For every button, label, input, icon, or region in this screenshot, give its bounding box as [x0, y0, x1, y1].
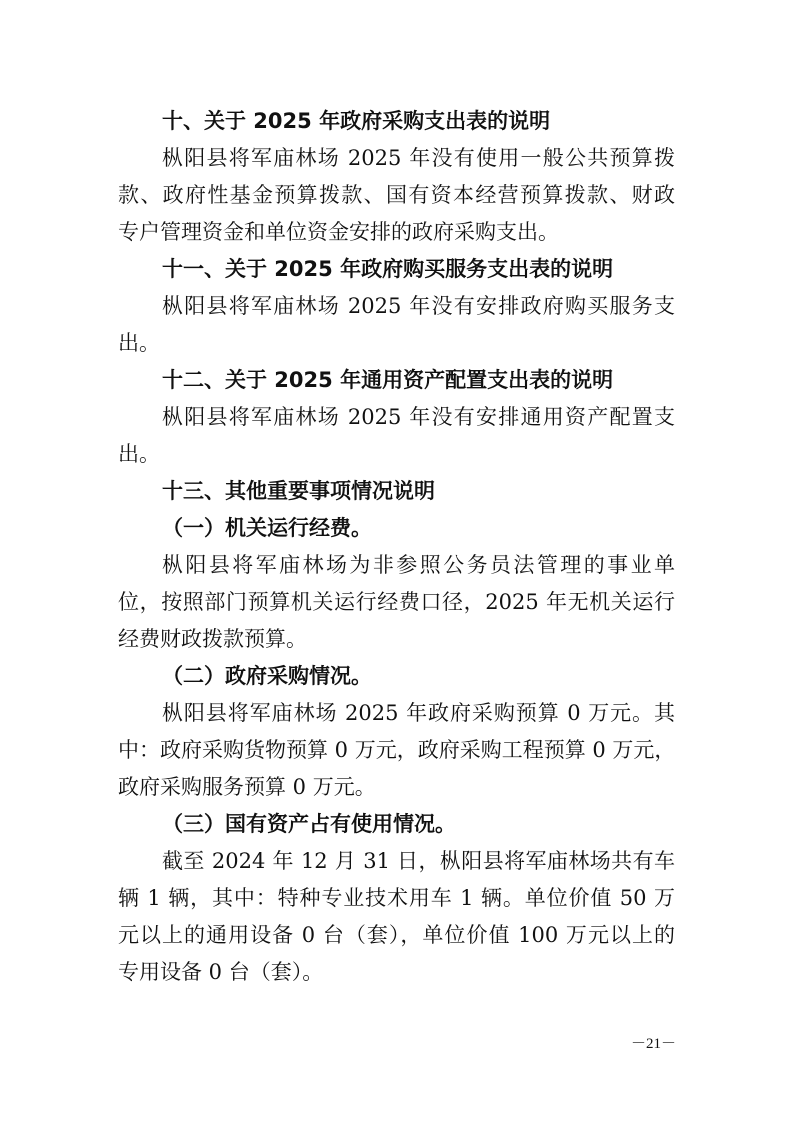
subsection-2-line-1: 枞阳县将军庙林场 2025 年政府采购预算 0 万元。其	[162, 701, 675, 725]
section-13-heading: 十三、其他重要事项情况说明	[162, 479, 435, 503]
subsection-1-line-2: 位，按照部门预算机关运行经费口径，2025 年无机关运行	[118, 590, 675, 614]
section-12-line-2: 出。	[118, 442, 160, 466]
subsection-1-line-1: 枞阳县将军庙林场为非参照公务员法管理的事业单	[162, 553, 675, 577]
subsection-3-line-4: 专用设备 0 台（套）。	[118, 960, 324, 984]
subsection-3-line-2: 辆 1 辆，其中：特种专业技术用车 1 辆。单位价值 50 万	[118, 886, 675, 910]
document-body	[118, 103, 675, 991]
page-number: －21－	[630, 1036, 676, 1052]
section-10-line-1: 枞阳县将军庙林场 2025 年没有使用一般公共预算拨	[162, 146, 675, 170]
section-11-heading: 十一、关于 2025 年政府购买服务支出表的说明	[162, 257, 614, 281]
section-11-line-2: 出。	[118, 331, 160, 355]
section-10-line-2: 款、政府性基金预算拨款、国有资本经营预算拨款、财政	[118, 183, 675, 207]
section-12-heading: 十二、关于 2025 年通用资产配置支出表的说明	[162, 368, 614, 392]
section-10-line-3: 专户管理资金和单位资金安排的政府采购支出。	[118, 220, 559, 244]
subsection-2-line-2: 中：政府采购货物预算 0 万元，政府采购工程预算 0 万元，	[118, 738, 675, 762]
subsection-3-line-1: 截至 2024 年 12 月 31 日，枞阳县将军庙林场共有车	[162, 849, 675, 873]
section-12-line-1: 枞阳县将军庙林场 2025 年没有安排通用资产配置支	[162, 405, 675, 429]
subsection-1-heading: （一）机关运行经费。	[162, 516, 372, 540]
section-11-line-1: 枞阳县将军庙林场 2025 年没有安排政府购买服务支	[162, 294, 675, 318]
subsection-2-heading: （二）政府采购情况。	[162, 664, 372, 688]
subsection-3-heading: （三）国有资产占有使用情况。	[162, 812, 456, 836]
subsection-2-line-3: 政府采购服务预算 0 万元。	[118, 775, 376, 799]
section-10-heading: 十、关于 2025 年政府采购支出表的说明	[162, 109, 551, 133]
subsection-1-line-3: 经费财政拨款预算。	[118, 627, 307, 651]
subsection-3-line-3: 元以上的通用设备 0 台（套），单位价值 100 万元以上的	[118, 923, 675, 947]
